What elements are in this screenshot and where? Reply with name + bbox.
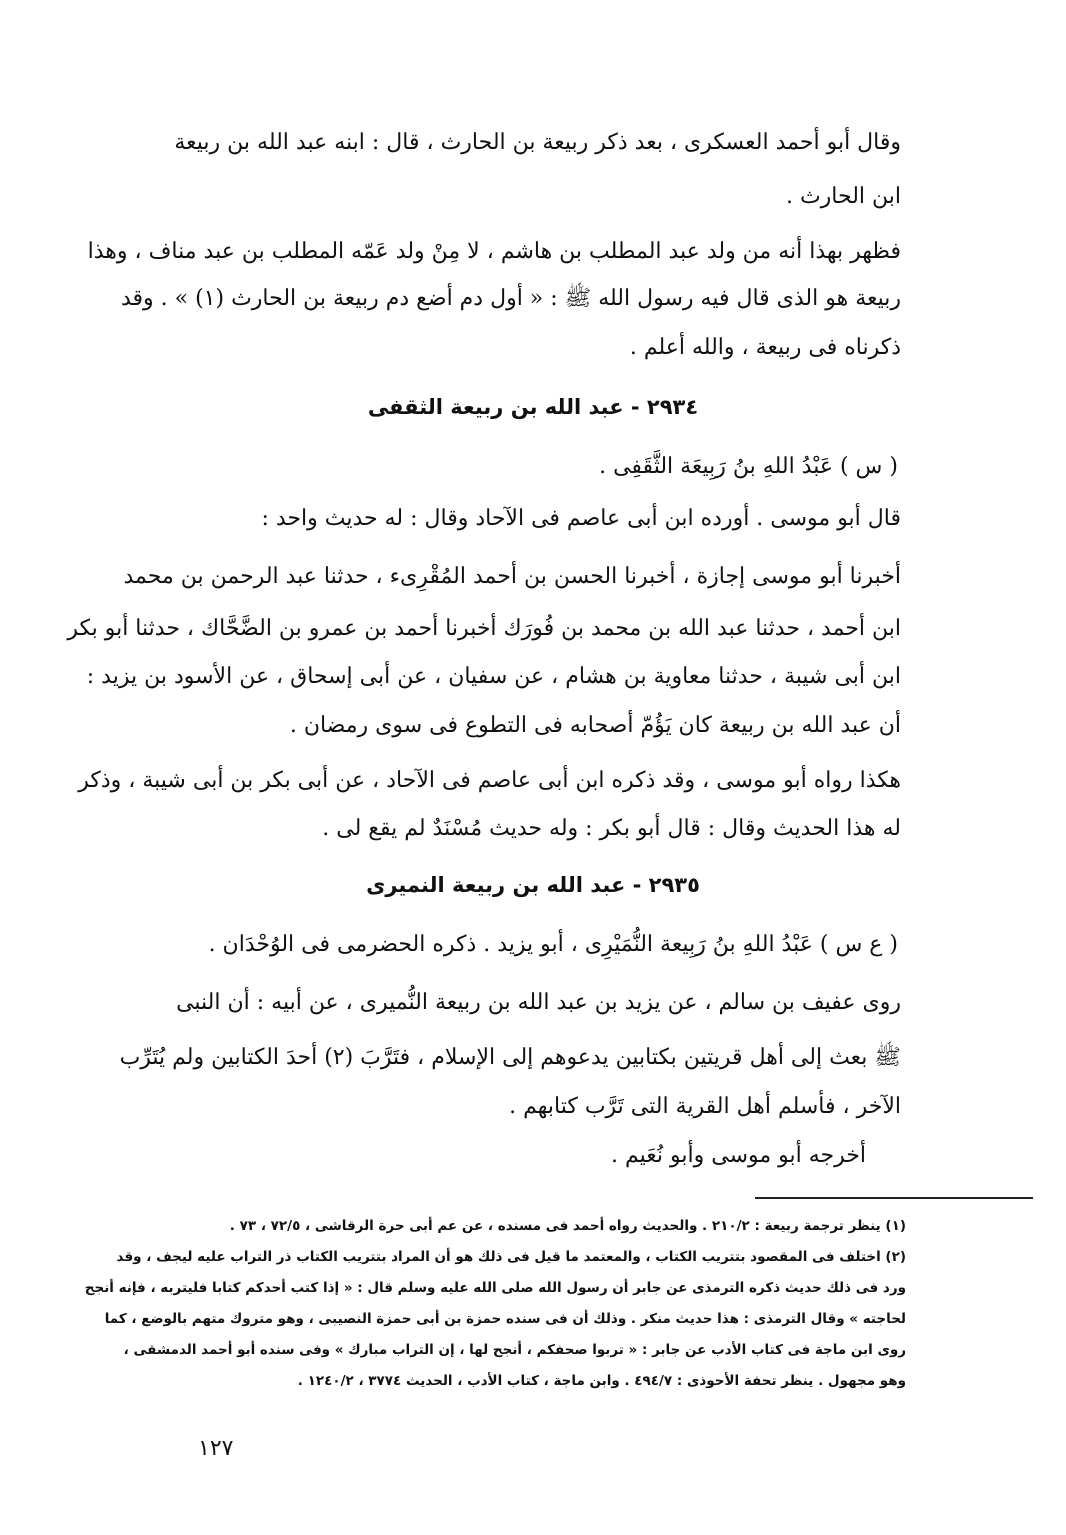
entry-name-line: ( س ) عَبْدُ اللهِ بنُ رَبِيعَة الثَّقَفِى .	[599, 454, 898, 479]
footnote-2-cont: لحاجته » وقال الترمذى : هذا حديث منكر . وذلك أن فى سنده حمزة بن أبى حمزة النصيبى ، وهو متروك متهم بالوضع ، كما	[104, 1311, 906, 1327]
text-line: وقال أبو أحمد العسكرى ، بعد ذكر ربيعة بن الحارث ، قال : ابنه عبد الله بن ربيعة	[174, 130, 901, 155]
text-line: ذكرناه فى ربيعة ، والله أعلم .	[629, 335, 901, 360]
footnote-2-cont: ورد فى ذلك حديث ذكره الترمذى عن جابر أن رسول الله صلى الله عليه وسلم قال : « إذا كتب أحدكم كتابا فليتربه ، فإنه أنجح	[84, 1280, 906, 1296]
text-line: أخرجه أبو موسى وأبو نُعَيم .	[611, 1143, 866, 1168]
text-line: ربيعة هو الذى قال فيه رسول الله ﷺ : « أول دم أضع دم ربيعة بن الحارث (١) » . وقد	[120, 286, 901, 311]
page-number: ١٢٧	[198, 1436, 234, 1461]
text-line: الآخر ، فأسلم أهل القرية التى تَرَّب كتابهم .	[509, 1094, 901, 1119]
text-line: قال أبو موسى . أورده ابن أبى عاصم فى الآحاد وقال : له حديث واحد :	[261, 506, 901, 531]
text-line: له هذا الحديث وقال : قال أبو بكر : وله حديث مُسْنَدٌ لم يقع لى .	[322, 816, 901, 841]
text-line: ابن أحمد ، حدثنا عبد الله بن محمد بن فُورَك أخبرنا أحمد بن عمرو بن الضَّحَّاك ، حدثنا أبو بكر	[67, 616, 901, 641]
text-line: ﷺ بعث إلى أهل قريتين بكتابين يدعوهم إلى الإسلام ، فتَرَّبَ (٢) أحدَ الكتابين ولم يُتَرِّب	[119, 1045, 901, 1070]
text-line: أخبرنا أبو موسى إجازة ، أخبرنا الحسن بن أحمد المُقْرِىء ، حدثنا عبد الرحمن بن محمد	[123, 564, 901, 589]
text-line: أن عبد الله بن ربيعة كان يَؤُمّ أصحابه فى التطوع فى سوى رمضان .	[289, 713, 901, 738]
footnote-2-cont: روى ابن ماجة فى كتاب الأدب عن جابر : « تربوا صحفكم ، أنجح لها ، إن التراب مبارك » وفى سنده أبو أحمد الدمشقى ،	[123, 1342, 906, 1358]
footnote-2: (٢) اختلف فى المقصود بتتريب الكتاب ، والمعتمد ما قيل فى ذلك هو أن المراد بتتريب الكتاب ذر التراب عليه ليجف ، وقد	[116, 1249, 906, 1265]
text-line: فظهر بهذا أنه من ولد عبد المطلب بن هاشم ، لا مِنْ ولد عَمّه المطلب بن عبد مناف ، وهذا	[87, 239, 901, 264]
entry-heading-2935: ٢٩٣٥ - عبد الله بن ربيعة النميرى	[366, 873, 700, 897]
entry-name-line: ( ع س ) عَبْدُ اللهِ بنُ رَبِيعة النُّمَيْرِى ، أبو يزيد . ذكره الحضرمى فى الوُحْدَان .	[208, 932, 898, 957]
footnote-divider	[755, 1197, 1033, 1199]
text-line: ابن الحارث .	[785, 184, 901, 209]
footnote-2-cont: وهو مجهول . ينظر تحفة الأحوذى : ٤٩٤/٧ . وابن ماجة ، كتاب الأدب ، الحديث ٣٧٧٤ ، ١٢٤٠/٢ .	[297, 1373, 906, 1389]
entry-heading-2934: ٢٩٣٤ - عبد الله بن ربيعة الثقفى	[367, 395, 699, 419]
text-line: ابن أبى شيبة ، حدثنا معاوية بن هشام ، عن سفيان ، عن أبى إسحاق ، عن الأسود بن يزيد :	[86, 664, 901, 689]
text-line: روى عفيف بن سالم ، عن يزيد بن عبد الله بن ربيعة النُّميرى ، عن أبيه : أن النبى	[176, 990, 901, 1015]
footnote-1: (١) ينظر ترجمة ربيعة : ٢١٠/٢ . والحديث رواه أحمد فى مسنده ، عن عم أبى حرة الرقاشى ، ٧٢/٥ ، ٧٣ .	[229, 1218, 906, 1234]
text-line: هكذا رواه أبو موسى ، وقد ذكره ابن أبى عاصم فى الآحاد ، عن أبى بكر بن أبى شيبة ، وذكر	[78, 768, 901, 793]
